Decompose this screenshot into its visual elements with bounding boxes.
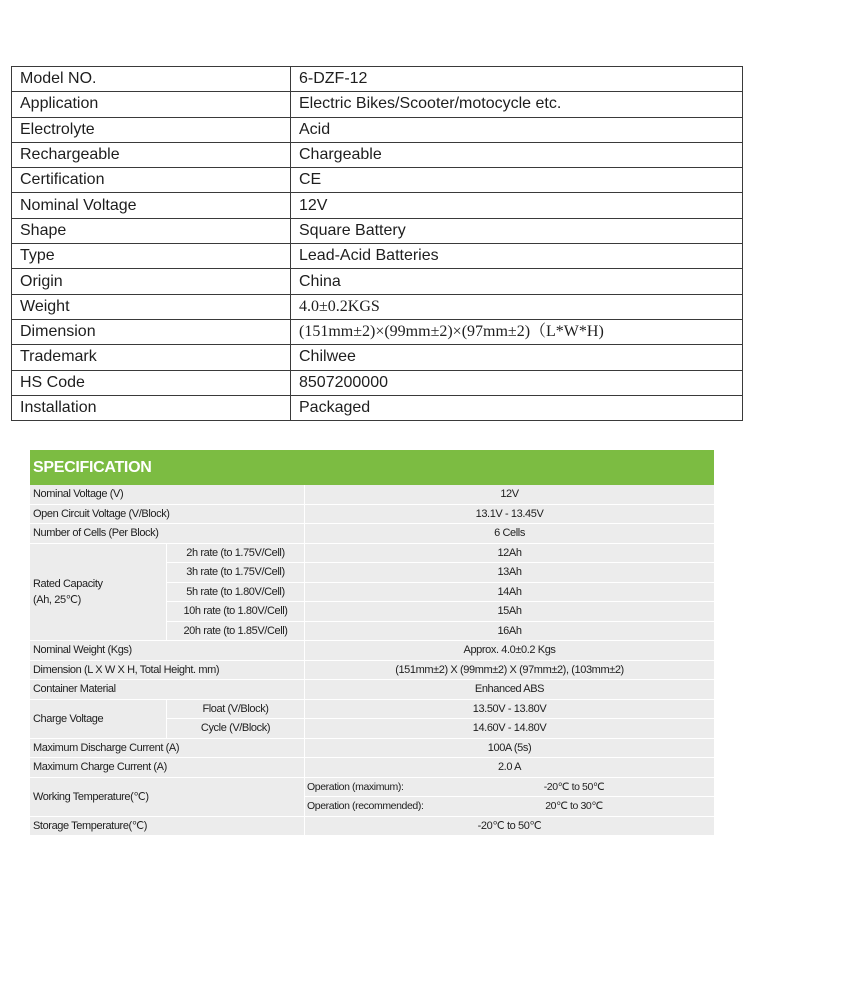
- specification-header: SPECIFICATION: [30, 450, 714, 485]
- rate-label: 10h rate (to 1.80V/Cell): [166, 602, 304, 622]
- row-value: Chilwee: [291, 345, 743, 370]
- row-value: Electric Bikes/Scooter/motocycle etc.: [291, 92, 743, 117]
- table-row: [12, 319, 743, 344]
- spec-label: Maximum Discharge Current (A): [30, 739, 304, 759]
- table-row: [12, 193, 743, 218]
- operation-label: Operation (maximum):: [304, 778, 434, 798]
- table-row: [12, 168, 743, 193]
- row-value: (151mm±2)×(99mm±2)×(97mm±2)（L*W*H): [291, 319, 743, 344]
- spec-value: 6 Cells: [304, 524, 714, 544]
- row-value: 8507200000: [291, 370, 743, 395]
- spec-label: Dimension (L X W X H, Total Height. mm): [30, 661, 304, 681]
- rate-value: 15Ah: [304, 602, 714, 622]
- operation-value: -20℃ to 50℃: [434, 778, 714, 798]
- spec-value: Enhanced ABS: [304, 680, 714, 700]
- row-key: Dimension: [12, 319, 291, 344]
- spec-value: -20℃ to 50℃: [304, 817, 714, 837]
- table-row: [12, 294, 743, 319]
- rate-label: 2h rate (to 1.75V/Cell): [166, 544, 304, 564]
- table-row: [12, 244, 743, 269]
- table-row: [30, 544, 714, 564]
- table-row: [12, 67, 743, 92]
- charge-mode-label: Cycle (V/Block): [166, 719, 304, 739]
- spec-label: Container Material: [30, 680, 304, 700]
- table-row: [12, 370, 743, 395]
- rate-value: 12Ah: [304, 544, 714, 564]
- spec-value: 13.1V - 13.45V: [304, 505, 714, 525]
- spec-value: 2.0 A: [304, 758, 714, 778]
- rate-value: 14Ah: [304, 583, 714, 603]
- operation-value: 20℃ to 30℃: [434, 797, 714, 817]
- row-key: Origin: [12, 269, 291, 294]
- row-value: Chargeable: [291, 142, 743, 167]
- rate-label: 3h rate (to 1.75V/Cell): [166, 563, 304, 583]
- row-key: Trademark: [12, 345, 291, 370]
- rate-value: 16Ah: [304, 622, 714, 642]
- spec-label: Nominal Voltage (V): [30, 485, 304, 505]
- rated-capacity-label: [30, 544, 166, 642]
- table-row: [30, 680, 714, 700]
- rate-label: 20h rate (to 1.85V/Cell): [166, 622, 304, 642]
- spec-label: Nominal Weight (Kgs): [30, 641, 304, 661]
- row-value: 6-DZF-12: [291, 67, 743, 92]
- spec-value: Approx. 4.0±0.2 Kgs: [304, 641, 714, 661]
- charge-voltage-label: Charge Voltage: [30, 700, 166, 739]
- rate-value: 13Ah: [304, 563, 714, 583]
- table-row: [12, 142, 743, 167]
- row-key: HS Code: [12, 370, 291, 395]
- working-temperature-label: Working Temperature(℃): [30, 778, 304, 817]
- rated-capacity-label-line1: Rated Capacity: [33, 577, 103, 590]
- rated-capacity-label-line2: (Ah, 25℃): [33, 593, 81, 606]
- row-key: Certification: [12, 168, 291, 193]
- table-row: [12, 117, 743, 142]
- table-row: [30, 524, 714, 544]
- table-row: [30, 739, 714, 759]
- table-row: [12, 92, 743, 117]
- table-row: [30, 641, 714, 661]
- table-row: [12, 269, 743, 294]
- table-row: [30, 758, 714, 778]
- row-key: Model NO.: [12, 67, 291, 92]
- row-key: Rechargeable: [12, 142, 291, 167]
- row-value: 12V: [291, 193, 743, 218]
- row-key: Installation: [12, 395, 291, 420]
- row-key: Nominal Voltage: [12, 193, 291, 218]
- table-row: [30, 817, 714, 837]
- spec-label: Open Circuit Voltage (V/Block): [30, 505, 304, 525]
- table-row: [30, 778, 714, 798]
- spec-value: 12V: [304, 485, 714, 505]
- row-key: Weight: [12, 294, 291, 319]
- table-row: [30, 700, 714, 720]
- row-key: Type: [12, 244, 291, 269]
- spec-value: (151mm±2) X (99mm±2) X (97mm±2), (103mm±2): [304, 661, 714, 681]
- spec-label: Storage Temperature(℃): [30, 817, 304, 837]
- row-key: Application: [12, 92, 291, 117]
- product-info-table: [11, 66, 743, 421]
- row-value: Packaged: [291, 395, 743, 420]
- row-key: Shape: [12, 218, 291, 243]
- spec-label: Maximum Charge Current (A): [30, 758, 304, 778]
- row-value: CE: [291, 168, 743, 193]
- table-row: [30, 485, 714, 505]
- spec-value: 100A (5s): [304, 739, 714, 759]
- table-row: [30, 505, 714, 525]
- table-row: [12, 345, 743, 370]
- charge-mode-value: 14.60V - 14.80V: [304, 719, 714, 739]
- row-value: Acid: [291, 117, 743, 142]
- rate-label: 5h rate (to 1.80V/Cell): [166, 583, 304, 603]
- charge-mode-value: 13.50V - 13.80V: [304, 700, 714, 720]
- row-key: Electrolyte: [12, 117, 291, 142]
- operation-label: Operation (recommended):: [304, 797, 434, 817]
- row-value: Square Battery: [291, 218, 743, 243]
- specification-table: [30, 485, 714, 836]
- charge-mode-label: Float (V/Block): [166, 700, 304, 720]
- specification-panel: [30, 450, 714, 836]
- table-row: [30, 661, 714, 681]
- row-value: Lead-Acid Batteries: [291, 244, 743, 269]
- row-value: 4.0±0.2KGS: [291, 294, 743, 319]
- table-row: [12, 395, 743, 420]
- row-value: China: [291, 269, 743, 294]
- table-row: [12, 218, 743, 243]
- spec-label: Number of Cells (Per Block): [30, 524, 304, 544]
